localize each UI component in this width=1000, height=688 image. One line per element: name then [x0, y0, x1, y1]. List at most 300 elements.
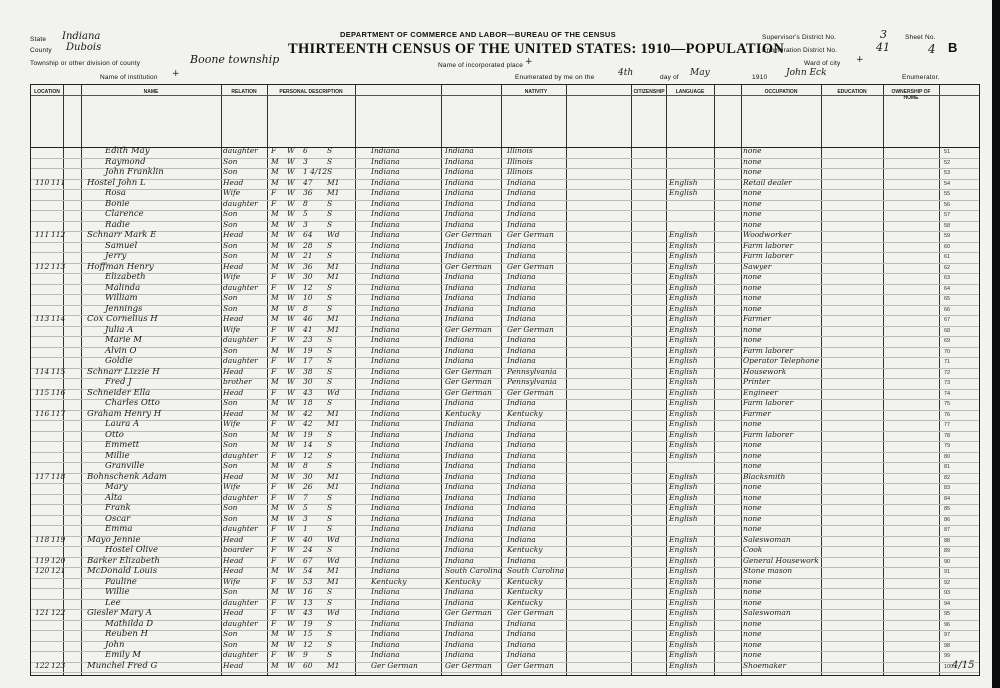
state-label: State — [30, 36, 47, 43]
father-birthplace-cell: Indiana — [445, 513, 474, 523]
age-cell: 64 — [303, 230, 313, 239]
race-cell: W — [287, 345, 295, 355]
birthplace-cell: Indiana — [371, 324, 400, 334]
mother-birthplace-cell: Indiana — [507, 534, 536, 544]
mother-birthplace-cell: South Carolina — [507, 566, 565, 575]
father-birthplace-cell: Indiana — [445, 240, 474, 250]
marital-status-cell: S — [327, 429, 333, 439]
race-cell: W — [287, 650, 295, 659]
occupation-cell: none — [743, 450, 762, 460]
race-cell: W — [287, 293, 295, 302]
father-birthplace-cell: Indiana — [445, 545, 474, 554]
census-rows — [31, 147, 979, 675]
sex-cell: M — [271, 408, 279, 418]
marital-status-cell: S — [327, 209, 333, 218]
sex-cell: M — [271, 230, 279, 239]
race-cell: W — [287, 492, 295, 502]
relation-cell: Head — [223, 366, 244, 376]
person-name-cell: Schneider Ella — [87, 387, 151, 398]
birthplace-cell: Indiana — [371, 440, 400, 449]
line-number: 59 — [944, 233, 951, 239]
line-number: 70 — [944, 348, 951, 355]
occupation-cell: none — [743, 167, 762, 176]
occupation-cell: Farm laborer — [743, 345, 794, 355]
sex-cell: M — [271, 513, 279, 523]
person-name-cell: Rosa — [105, 188, 126, 198]
line-number: 91 — [944, 569, 951, 575]
line-number: 86 — [944, 516, 951, 523]
relation-cell: Son — [223, 156, 238, 166]
father-birthplace-cell: Indiana — [445, 251, 474, 260]
sex-cell: M — [271, 156, 279, 166]
occupation-cell: none — [743, 513, 762, 523]
person-name-cell: Schnarr Lizzie H — [87, 366, 160, 377]
person-name-cell: Hostel John L — [87, 177, 146, 188]
birthplace-cell: Indiana — [371, 230, 400, 239]
marital-status-cell: S — [327, 356, 333, 365]
relation-cell: Head — [223, 314, 244, 323]
relation-cell: Son — [223, 503, 238, 512]
mother-birthplace-cell: Indiana — [507, 209, 536, 218]
age-cell: 1 4/12 — [303, 167, 327, 176]
father-birthplace-cell: Indiana — [445, 650, 474, 659]
line-number: 77 — [944, 422, 951, 428]
line-number: 79 — [944, 443, 951, 449]
sex-cell: M — [271, 303, 279, 313]
age-cell: 26 — [303, 482, 313, 491]
department-line: DEPARTMENT OF COMMERCE AND LABOR—BUREAU OF THE CENSUS — [340, 30, 616, 39]
birthplace-cell: Indiana — [371, 419, 400, 428]
house-number-cell: 115 — [35, 387, 50, 397]
mother-birthplace-cell: Indiana — [507, 492, 536, 502]
age-cell: 60 — [303, 660, 313, 670]
sex-cell: M — [271, 314, 279, 323]
mother-birthplace-cell: Illinois — [507, 156, 533, 166]
mother-birthplace-cell: Indiana — [507, 293, 536, 302]
occupation-cell: none — [743, 419, 762, 428]
mother-birthplace-cell: Indiana — [507, 177, 536, 187]
mother-birthplace-cell: Ger German — [507, 608, 554, 617]
person-name-cell: Graham Henry H — [87, 408, 162, 419]
race-cell: W — [287, 188, 295, 197]
age-cell: 54 — [303, 566, 313, 575]
occupation-cell: Farmer — [743, 408, 771, 418]
line-number: 97 — [944, 632, 951, 638]
mother-birthplace-cell: Indiana — [507, 314, 536, 323]
line-number: 94 — [944, 600, 951, 607]
language-cell: English — [669, 366, 698, 376]
sex-cell: F — [271, 608, 277, 617]
mother-birthplace-cell: Indiana — [507, 251, 536, 260]
father-birthplace-cell: Indiana — [445, 503, 474, 512]
race-cell: W — [287, 503, 295, 512]
age-cell: 3 — [303, 513, 308, 523]
birthplace-cell: Indiana — [371, 398, 400, 407]
birthplace-cell: Indiana — [371, 219, 400, 229]
marital-status-cell: S — [327, 513, 333, 523]
person-name-cell: Reuben H — [105, 629, 148, 639]
age-cell: 40 — [303, 534, 313, 544]
marital-status-cell: S — [327, 650, 333, 659]
age-cell: 30 — [303, 377, 313, 386]
line-number: 55 — [944, 191, 951, 197]
line-number: 92 — [944, 579, 951, 586]
birthplace-cell: Indiana — [371, 261, 400, 271]
race-cell: W — [287, 461, 295, 470]
birthplace-cell: Indiana — [371, 293, 400, 302]
line-number: 87 — [944, 527, 951, 533]
birthplace-cell: Indiana — [371, 471, 400, 481]
mother-birthplace-cell: Indiana — [507, 240, 536, 250]
age-cell: 36 — [303, 188, 313, 197]
age-cell: 10 — [303, 293, 313, 302]
birthplace-cell: Indiana — [371, 566, 400, 575]
age-cell: 3 — [303, 156, 308, 166]
sex-cell: M — [271, 503, 279, 512]
person-name-cell: Barker Elizabeth — [87, 555, 160, 566]
line-number: 78 — [944, 432, 951, 439]
race-cell: W — [287, 398, 295, 407]
relation-cell: daughter — [223, 524, 258, 533]
sex-cell: F — [271, 450, 277, 460]
father-birthplace-cell: Indiana — [445, 272, 474, 281]
mother-birthplace-cell: Indiana — [507, 272, 536, 281]
marital-status-cell: S — [327, 156, 333, 166]
race-cell: W — [287, 219, 295, 229]
line-number: 69 — [944, 338, 951, 344]
line-number: 83 — [944, 485, 951, 491]
marital-status-cell: M1 — [327, 314, 340, 323]
sheet-label: Sheet No. — [905, 34, 936, 41]
mother-birthplace-cell: Ger German — [507, 324, 554, 334]
person-name-cell: Mathilda D — [105, 618, 154, 629]
relation-cell: daughter — [223, 650, 258, 659]
birthplace-cell: Indiana — [371, 608, 400, 617]
occupation-cell: Housework — [743, 366, 787, 376]
house-number-cell: 122 — [35, 660, 50, 670]
line-number: 54 — [944, 180, 951, 187]
enumeration-value: 41 — [876, 41, 890, 54]
mother-birthplace-cell: Indiana — [507, 419, 536, 428]
race-cell: W — [287, 303, 295, 313]
person-name-cell: Pauline — [105, 576, 137, 587]
birthplace-cell: Indiana — [371, 146, 400, 155]
sex-cell: M — [271, 440, 279, 449]
father-birthplace-cell: Ger German — [445, 366, 492, 376]
person-name-cell: Elizabeth — [105, 272, 146, 282]
sex-cell: M — [271, 398, 279, 407]
sex-cell: F — [271, 618, 277, 628]
marital-status-cell: M1 — [327, 408, 340, 418]
person-name-cell: Bohnschenk Adam — [87, 471, 167, 482]
age-cell: 28 — [303, 240, 313, 250]
mother-birthplace-cell: Indiana — [507, 188, 536, 197]
age-cell: 46 — [303, 314, 313, 323]
sex-cell: M — [271, 261, 279, 271]
family-number-cell: 113 — [51, 261, 66, 271]
sex-cell: M — [271, 429, 279, 439]
birthplace-cell: Indiana — [371, 639, 400, 649]
language-cell: English — [669, 387, 698, 397]
birthplace-cell: Indiana — [371, 272, 400, 281]
occupation-cell: Operator Telephone — [743, 356, 820, 365]
relation-cell: Head — [223, 534, 244, 544]
father-birthplace-cell: Kentucky — [445, 576, 481, 586]
race-cell: W — [287, 146, 295, 155]
marital-status-cell: S — [327, 240, 333, 250]
person-name-cell: Mary — [105, 482, 128, 492]
person-name-cell: Edith May — [105, 146, 150, 156]
relation-cell: Son — [223, 639, 238, 649]
occupation-cell: none — [743, 324, 762, 334]
occupation-cell: none — [743, 650, 762, 659]
father-birthplace-cell: Indiana — [445, 356, 474, 365]
occupation-cell: none — [743, 156, 762, 166]
age-cell: 43 — [303, 387, 313, 397]
line-number: 71 — [944, 359, 951, 365]
line-number: 61 — [944, 254, 951, 260]
birthplace-cell: Indiana — [371, 335, 400, 344]
mother-birthplace-cell: Kentucky — [507, 576, 543, 586]
margin-note: 4/15 — [952, 660, 975, 671]
line-number: 62 — [944, 264, 951, 271]
race-cell: W — [287, 534, 295, 544]
sex-cell: F — [271, 534, 277, 544]
age-cell: 30 — [303, 471, 313, 481]
sex-cell: M — [271, 177, 279, 187]
relation-cell: Son — [223, 629, 238, 638]
line-number: 72 — [944, 369, 951, 376]
line-number: 100 — [944, 663, 954, 670]
father-birthplace-cell: Indiana — [445, 618, 474, 628]
father-birthplace-cell: Indiana — [445, 177, 474, 187]
house-number-cell: 112 — [35, 261, 50, 271]
marital-status-cell: S — [327, 398, 333, 407]
mother-birthplace-cell: Indiana — [507, 303, 536, 313]
mother-birthplace-cell: Indiana — [507, 356, 536, 365]
sex-cell: M — [271, 377, 279, 386]
person-name-cell: Marie M — [105, 335, 142, 345]
marital-status-cell: M1 — [327, 177, 340, 187]
mother-birthplace-cell: Indiana — [507, 198, 536, 208]
person-name-cell: Alta — [105, 492, 123, 503]
sheet-side: B — [948, 40, 958, 55]
occupation-cell: none — [743, 618, 762, 628]
person-name-cell: Lee — [105, 597, 121, 608]
marital-status-cell: Wd — [327, 534, 340, 544]
person-name-cell: Granville — [105, 461, 145, 471]
mother-birthplace-cell: Indiana — [507, 440, 536, 449]
race-cell: W — [287, 209, 295, 218]
language-cell: English — [669, 314, 698, 323]
sex-cell: F — [271, 482, 277, 491]
line-number: 74 — [944, 390, 951, 397]
occupation-cell: none — [743, 146, 762, 155]
sex-cell: F — [271, 366, 277, 376]
enumeration-label: Enumeration District No. — [762, 47, 838, 54]
father-birthplace-cell: Indiana — [445, 219, 474, 229]
line-number: 64 — [944, 285, 951, 292]
occupation-cell: none — [743, 219, 762, 229]
relation-cell: Head — [223, 177, 244, 187]
father-birthplace-cell: Indiana — [445, 555, 474, 565]
sex-cell: F — [271, 272, 277, 281]
occupation-cell: none — [743, 272, 762, 281]
line-number: 52 — [944, 159, 951, 166]
birthplace-cell: Ger German — [371, 660, 418, 670]
family-number-cell: 119 — [51, 534, 66, 544]
occupation-cell: none — [743, 482, 762, 491]
mother-birthplace-cell: Indiana — [507, 335, 536, 344]
birthplace-cell: Indiana — [371, 156, 400, 166]
language-cell: English — [669, 513, 698, 523]
mother-birthplace-cell: Indiana — [507, 513, 536, 523]
father-birthplace-cell: Indiana — [445, 534, 474, 544]
mother-birthplace-cell: Kentucky — [507, 408, 543, 418]
house-number-cell: 117 — [35, 471, 50, 481]
line-number: 63 — [944, 275, 951, 281]
occupation-cell: none — [743, 587, 762, 596]
marital-status-cell: M1 — [327, 576, 340, 586]
family-number-cell: 112 — [51, 230, 66, 239]
relation-cell: daughter — [223, 492, 258, 502]
language-cell: English — [669, 587, 698, 596]
person-name-cell: Charles Otto — [105, 398, 160, 408]
language-cell: English — [669, 482, 698, 491]
sex-cell: F — [271, 335, 277, 344]
marital-status-cell: S — [327, 146, 333, 155]
relation-cell: Son — [223, 251, 238, 260]
col-ownership: OWNERSHIP OF HOME — [891, 89, 931, 101]
marital-status-cell: S — [327, 440, 333, 449]
occupation-cell: Farm laborer — [743, 398, 794, 407]
race-cell: W — [287, 314, 295, 323]
race-cell: W — [287, 545, 295, 554]
state-value: Indiana — [62, 31, 101, 42]
relation-cell: Son — [223, 303, 238, 313]
house-number-cell: 118 — [35, 534, 50, 544]
line-number: 93 — [944, 590, 951, 596]
occupation-cell: Sawyer — [743, 261, 772, 271]
birthplace-cell: Kentucky — [371, 576, 407, 586]
family-number-cell: 118 — [51, 471, 66, 481]
occupation-cell: Saleswoman — [743, 608, 791, 617]
race-cell: W — [287, 482, 295, 491]
age-cell: 53 — [303, 576, 313, 586]
relation-cell: daughter — [223, 146, 258, 155]
person-name-cell: McDonald Louis — [87, 566, 158, 576]
supervisor-label: Supervisor's District No. — [762, 34, 837, 41]
father-birthplace-cell: Indiana — [445, 282, 474, 292]
person-name-cell: Emma — [105, 524, 133, 534]
marital-status-cell: S — [327, 492, 333, 502]
sex-cell: F — [271, 188, 277, 197]
county-value: Dubois — [66, 42, 102, 53]
line-number: 57 — [944, 212, 951, 218]
language-cell: English — [669, 177, 698, 187]
mother-birthplace-cell: Ger German — [507, 387, 554, 397]
language-cell: English — [669, 377, 698, 386]
sex-cell: M — [271, 240, 279, 250]
race-cell: W — [287, 230, 295, 239]
birthplace-cell: Indiana — [371, 534, 400, 544]
race-cell: W — [287, 167, 295, 176]
age-cell: 12 — [303, 639, 313, 649]
family-number-cell: 117 — [51, 408, 66, 418]
family-number-cell: 116 — [51, 387, 66, 397]
marital-status-cell: S — [327, 597, 333, 607]
line-number: 84 — [944, 495, 951, 502]
line-number: 88 — [944, 537, 951, 544]
relation-cell: daughter — [223, 356, 258, 365]
age-cell: 16 — [303, 587, 313, 596]
father-birthplace-cell: Ger German — [445, 324, 492, 334]
age-cell: 67 — [303, 555, 313, 565]
col-occupation: OCCUPATION — [764, 89, 798, 95]
mother-birthplace-cell: Kentucky — [507, 597, 543, 607]
birthplace-cell: Indiana — [371, 198, 400, 208]
relation-cell: daughter — [223, 198, 258, 208]
township-label: Township or other division of county — [30, 60, 141, 67]
marital-status-cell: S — [327, 618, 333, 628]
line-number: 66 — [944, 306, 951, 313]
ward-label: Ward of city — [804, 60, 841, 67]
language-cell: English — [669, 251, 698, 260]
relation-cell: daughter — [223, 282, 258, 292]
race-cell: W — [287, 450, 295, 460]
marital-status-cell: S — [327, 345, 333, 355]
race-cell: W — [287, 356, 295, 365]
language-cell: English — [669, 272, 698, 281]
race-cell: W — [287, 177, 295, 187]
sex-cell: F — [271, 387, 277, 397]
relation-cell: Son — [223, 293, 238, 302]
father-birthplace-cell: Indiana — [445, 429, 474, 439]
race-cell: W — [287, 272, 295, 281]
sex-cell: F — [271, 198, 277, 208]
father-birthplace-cell: Indiana — [445, 303, 474, 313]
birthplace-cell: Indiana — [371, 492, 400, 502]
race-cell: W — [287, 240, 295, 250]
sex-cell: F — [271, 597, 277, 607]
birthplace-cell: Indiana — [371, 587, 400, 596]
relation-cell: Head — [223, 408, 244, 418]
race-cell: W — [287, 576, 295, 586]
relation-cell: Son — [223, 345, 238, 355]
township-value: Boone township — [190, 53, 280, 66]
marital-status-cell: Wd — [327, 387, 340, 397]
occupation-cell: Farm laborer — [743, 240, 794, 250]
enumerator-name: John Eck — [786, 68, 827, 78]
mother-birthplace-cell: Indiana — [507, 282, 536, 292]
age-cell: 13 — [303, 597, 313, 607]
race-cell: W — [287, 587, 295, 596]
relation-cell: Wife — [223, 419, 241, 428]
relation-cell: Son — [223, 167, 238, 176]
sex-cell: F — [271, 492, 277, 502]
age-cell: 12 — [303, 450, 313, 460]
person-name-cell: Jennings — [105, 303, 143, 314]
language-cell: English — [669, 230, 698, 239]
relation-cell: daughter — [223, 597, 258, 607]
person-name-cell: Alvin O — [105, 345, 137, 356]
marital-status-cell: M1 — [327, 471, 340, 481]
birthplace-cell: Indiana — [371, 188, 400, 197]
language-cell: English — [669, 618, 698, 628]
father-birthplace-cell: Indiana — [445, 597, 474, 607]
relation-cell: Son — [223, 398, 238, 407]
sex-cell: M — [271, 251, 279, 260]
